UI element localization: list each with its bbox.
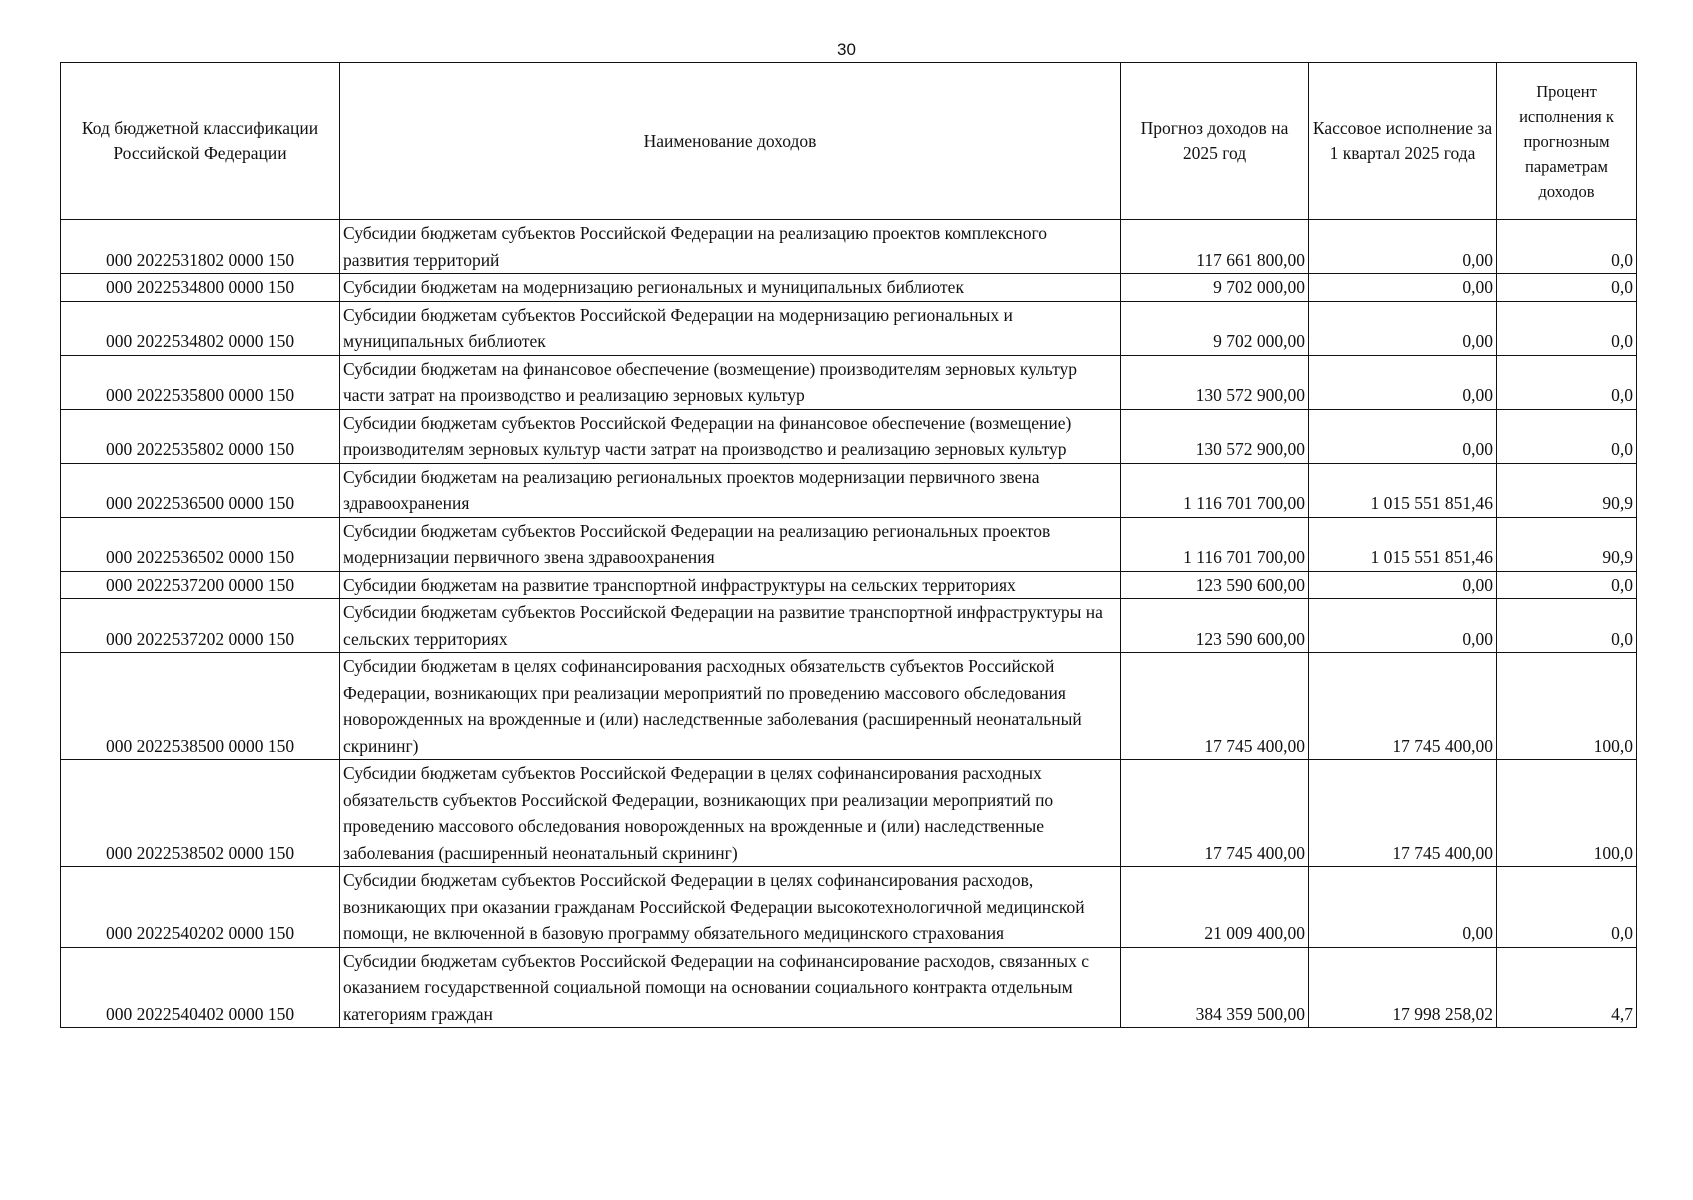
revenue-table: [60, 62, 1637, 1028]
row-forecast: 123 590 600,00: [1121, 571, 1309, 599]
row-percent: 100,0: [1497, 760, 1637, 867]
row-execution: 0,00: [1309, 301, 1497, 355]
row-percent: 100,0: [1497, 653, 1637, 760]
table-row: [61, 653, 1637, 760]
row-name: Субсидии бюджетам субъектов Российской Федерации на развитие транспортной инфраструктуры на сельских территориях: [340, 599, 1121, 653]
table-row: [61, 463, 1637, 517]
row-name: Субсидии бюджетам субъектов Российской Федерации на софинансирование расходов, связанных с оказанием государственной социальной помощи на основании социального контракта отдельным категориям граждан: [340, 947, 1121, 1028]
row-forecast: 1 116 701 700,00: [1121, 517, 1309, 571]
row-name: Субсидии бюджетам субъектов Российской Федерации на реализацию проектов комплексного развития территорий: [340, 220, 1121, 274]
row-name: Субсидии бюджетам в целях софинансирования расходных обязательств субъектов Российской Федерации, возникающих при реализации мероприятий по проведению массового обследования новорожденных на врожденные и (или) наследственные заболевания (расширенный неонатальный скрининг): [340, 653, 1121, 760]
row-code: 000 2022540202 0000 150: [61, 867, 340, 948]
row-percent: 90,9: [1497, 463, 1637, 517]
row-execution: 0,00: [1309, 867, 1497, 948]
row-code: 000 2022534802 0000 150: [61, 301, 340, 355]
header-name: Наименование доходов: [340, 63, 1121, 220]
row-name: Субсидии бюджетам на реализацию региональных проектов модернизации первичного звена здравоохранения: [340, 463, 1121, 517]
row-execution: 17 745 400,00: [1309, 653, 1497, 760]
row-code: 000 2022538502 0000 150: [61, 760, 340, 867]
row-percent: 0,0: [1497, 274, 1637, 302]
row-execution: 0,00: [1309, 220, 1497, 274]
row-forecast: 384 359 500,00: [1121, 947, 1309, 1028]
row-forecast: 17 745 400,00: [1121, 653, 1309, 760]
row-code: 000 2022536502 0000 150: [61, 517, 340, 571]
row-code: 000 2022537202 0000 150: [61, 599, 340, 653]
row-forecast: 9 702 000,00: [1121, 301, 1309, 355]
row-name: Субсидии бюджетам на модернизацию региональных и муниципальных библиотек: [340, 274, 1121, 302]
row-forecast: 130 572 900,00: [1121, 409, 1309, 463]
row-forecast: 21 009 400,00: [1121, 867, 1309, 948]
row-forecast: 17 745 400,00: [1121, 760, 1309, 867]
row-code: 000 2022534800 0000 150: [61, 274, 340, 302]
table-row: [61, 517, 1637, 571]
table-row: [61, 760, 1637, 867]
header-forecast: Прогноз доходов на 2025 год: [1121, 63, 1309, 220]
page-number: 30: [837, 40, 856, 59]
table-row: [61, 599, 1637, 653]
row-percent: 0,0: [1497, 220, 1637, 274]
row-name: Субсидии бюджетам на развитие транспортной инфраструктуры на сельских территориях: [340, 571, 1121, 599]
row-forecast: 130 572 900,00: [1121, 355, 1309, 409]
row-percent: 0,0: [1497, 301, 1637, 355]
header-code: Код бюджетной классификации Российской Федерации: [61, 63, 340, 220]
row-execution: 17 998 258,02: [1309, 947, 1497, 1028]
row-percent: 0,0: [1497, 571, 1637, 599]
row-code: 000 2022535802 0000 150: [61, 409, 340, 463]
table-row: [61, 571, 1637, 599]
row-execution: 0,00: [1309, 355, 1497, 409]
row-percent: 0,0: [1497, 867, 1637, 948]
row-execution: 0,00: [1309, 409, 1497, 463]
row-name: Субсидии бюджетам субъектов Российской Федерации на модернизацию региональных и муниципальных библиотек: [340, 301, 1121, 355]
row-execution: 0,00: [1309, 274, 1497, 302]
table-row: [61, 947, 1637, 1028]
table-row: [61, 355, 1637, 409]
table-row: [61, 220, 1637, 274]
row-forecast: 123 590 600,00: [1121, 599, 1309, 653]
row-code: 000 2022531802 0000 150: [61, 220, 340, 274]
header-percent: Процент исполнения к прогнозным параметрам доходов: [1497, 63, 1637, 220]
row-code: 000 2022536500 0000 150: [61, 463, 340, 517]
row-execution: 0,00: [1309, 571, 1497, 599]
row-name: Субсидии бюджетам субъектов Российской Федерации в целях софинансирования расходов, возникающих при оказании гражданам Российской Федерации высокотехнологичной медицинской помощи, не включенной в базовую программу обязательного медицинского страхования: [340, 867, 1121, 948]
row-percent: 0,0: [1497, 409, 1637, 463]
row-forecast: 1 116 701 700,00: [1121, 463, 1309, 517]
row-percent: 0,0: [1497, 355, 1637, 409]
row-execution: 1 015 551 851,46: [1309, 517, 1497, 571]
table-row: [61, 274, 1637, 302]
header-execution: Кассовое исполнение за 1 квартал 2025 года: [1309, 63, 1497, 220]
table-row: [61, 301, 1637, 355]
row-code: 000 2022540402 0000 150: [61, 947, 340, 1028]
row-name: Субсидии бюджетам субъектов Российской Федерации на финансовое обеспечение (возмещение) производителям зерновых культур части затрат на производство и реализацию зерновых культур: [340, 409, 1121, 463]
row-name: Субсидии бюджетам на финансовое обеспечение (возмещение) производителям зерновых культур части затрат на производство и реализацию зерновых культур: [340, 355, 1121, 409]
row-execution: 17 745 400,00: [1309, 760, 1497, 867]
row-execution: 0,00: [1309, 599, 1497, 653]
row-execution: 1 015 551 851,46: [1309, 463, 1497, 517]
row-forecast: 9 702 000,00: [1121, 274, 1309, 302]
row-percent: 0,0: [1497, 599, 1637, 653]
row-forecast: 117 661 800,00: [1121, 220, 1309, 274]
row-percent: 90,9: [1497, 517, 1637, 571]
row-code: 000 2022535800 0000 150: [61, 355, 340, 409]
table-row: [61, 867, 1637, 948]
row-name: Субсидии бюджетам субъектов Российской Федерации в целях софинансирования расходных обязательств субъектов Российской Федерации, возникающих при реализации мероприятий по проведению массового обследования новорожденных на врожденные и (или) наследственные заболевания (расширенный неонатальный скрининг): [340, 760, 1121, 867]
row-name: Субсидии бюджетам субъектов Российской Федерации на реализацию региональных проектов модернизации первичного звена здравоохранения: [340, 517, 1121, 571]
table-header-row: [61, 63, 1637, 220]
row-code: 000 2022538500 0000 150: [61, 653, 340, 760]
row-code: 000 2022537200 0000 150: [61, 571, 340, 599]
table-row: [61, 409, 1637, 463]
row-percent: 4,7: [1497, 947, 1637, 1028]
